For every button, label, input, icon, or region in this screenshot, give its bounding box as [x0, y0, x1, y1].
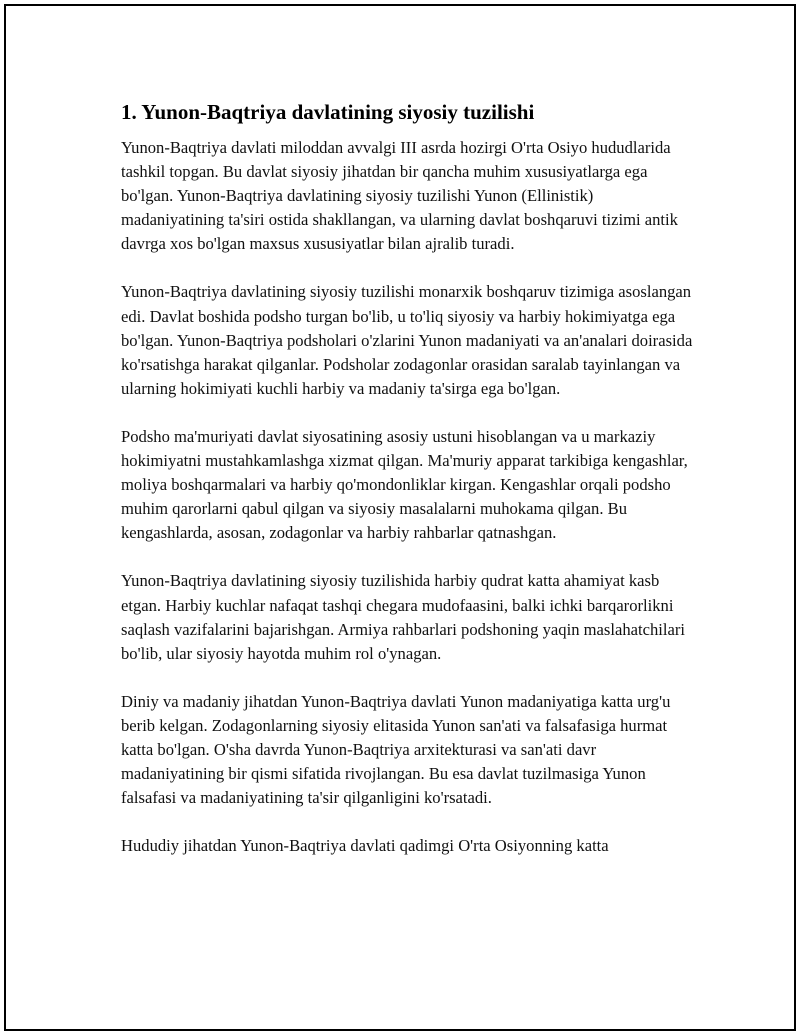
- paragraph-2: Yunon-Baqtriya davlatining siyosiy tuzilishi monarxik boshqaruv tizimiga asoslangan edi. Davlat boshida podsho turgan bo'lib, u to'liq siyosiy va harbiy hokimiyatga ega bo'lgan. Yunon-Baqtriya podsholari o'zlarini Yunon madaniyati va an'analari doirasida ko'rsatishga harakat qilganlar. Podsholar zodagonlar orasidan saralab tayinlangan va ularning hokimiyati kuchli harbiy va madaniy ta'sirga ega bo'lgan.: [121, 282, 693, 398]
- document-title: 1. Yunon-Baqtriya davlatining siyosiy tuzilishi: [121, 100, 535, 124]
- paragraph-6: Hududiy jihatdan Yunon-Baqtriya davlati qadimgi O'rta Osiyonning katta: [121, 836, 609, 856]
- paragraph-5: Diniy va madaniy jihatdan Yunon-Baqtriya davlati Yunon madaniyatiga katta urg'u berib kelgan. Zodagonlarning siyosiy elitasida Yunon san'ati va falsafasiga hurmat katta bo'lgan. O'sha davrda Yunon-Baqtriya arxitekturasi va san'ati davr madaniyatining bir qismi sifatida rivojlangan. Bu esa davlat tuzilmasiga Yunon falsafasi va madaniyatining ta'sir qilganligini ko'rsatadi.: [121, 691, 671, 808]
- page-frame: [4, 4, 796, 1031]
- paragraph-1: Yunon-Baqtriya davlati miloddan avvalgi III asrda hozirgi O'rta Osiyo hududlarida tashkil topgan. Bu davlat siyosiy jihatdan bir qancha muhim xususiyatlarga ega bo'lgan. Yunon-Baqtriya davlatining siyosiy tuzilishi Yunon (Ellinistik) madaniyatining ta'siri ostida shakllangan, va ularning davlat boshqaruvi tizimi antik davrga xos bo'lgan maxsus xususiyatlar bilan ajralib turadi.: [121, 138, 678, 254]
- paragraph-4: Yunon-Baqtriya davlatining siyosiy tuzilishida harbiy qudrat katta ahamiyat kasb etgan. Harbiy kuchlar nafaqat tashqi chegara mudofaasini, balki ichki barqarorlikni saqlash vazifalarini bajarishgan. Armiya rahbarlari podshoning yaqin maslahatchilari bo'lib, ular siyosiy hayotda muhim rol o'ynagan.: [121, 571, 686, 663]
- document-body: [121, 99, 696, 882]
- paragraph-3: Podsho ma'muriyati davlat siyosatining asosiy ustuni hisoblangan va u markaziy hokimiyatni mustahkamlashga xizmat qilgan. Ma'muriy apparat tarkibiga kengashlar, moliya boshqarmalari va harbiy qo'mondonliklar kirgan. Kengashlar orqali podsho muhim qarorlarni qabul qilgan va siyosiy masalalarni muhokama qilgan. Bu kengashlarda, asosan, zodagonlar va harbiy rahbarlar qatnashgan.: [121, 426, 688, 543]
